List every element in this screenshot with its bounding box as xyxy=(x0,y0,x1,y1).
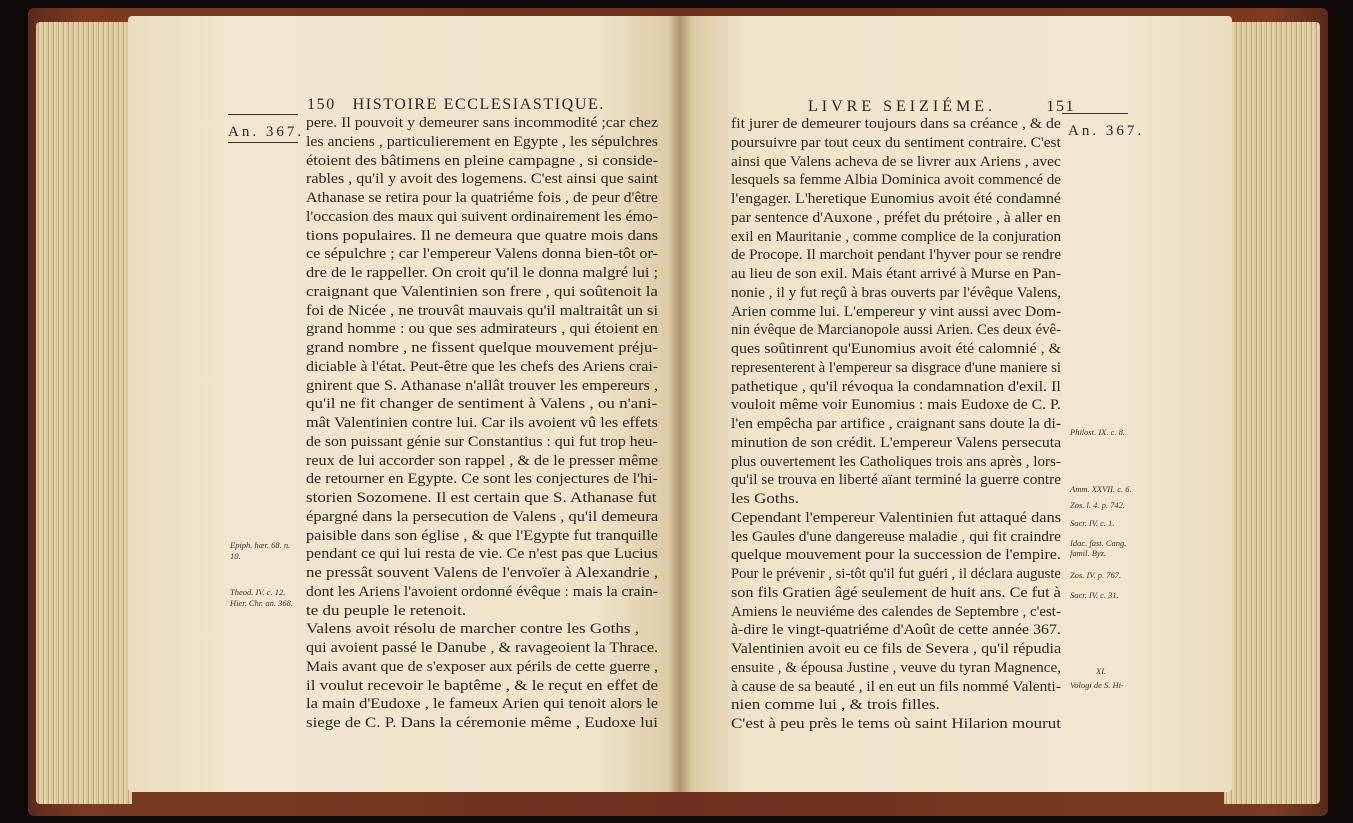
text-line: pathetique , qu'il révoqua la condamnation d'exil. Il xyxy=(731,377,1061,395)
text-line: dre de le rappeller. On croit qu'il le donna malgré lui ; xyxy=(306,264,659,281)
margin-note: Socr. IV. c. 1. xyxy=(1070,518,1115,528)
text-line: les Gaules d'une dangereuse maladie , qui fit craindre xyxy=(731,527,1062,545)
right-running-title: LIVRE SEIZIÉME. xyxy=(808,98,996,115)
text-line: te du peuple le retenoit. xyxy=(306,601,467,619)
text-line: les anciens , particulierement en Egypte , les sépulchres xyxy=(306,132,659,150)
left-year-rule xyxy=(228,114,298,115)
text-line: C'est à peu près le tems où saint Hilarion mourut xyxy=(731,715,1061,732)
left-year-note: An. 367. xyxy=(228,124,305,140)
text-line: à cause de sa beauté , il en eut un fils nommé Valenti- xyxy=(731,677,1061,695)
margin-note: Zos. l. 4. p. 742. xyxy=(1070,500,1126,510)
margin-note: Idac. fast. Cang. xyxy=(1070,538,1127,548)
margin-note: Amm. XXVII. c. 6. xyxy=(1070,484,1132,494)
text-line: vouloit même voir Eunomius : mais Eudoxe de C. P. xyxy=(731,396,1061,414)
margin-note: XI. xyxy=(1096,666,1107,676)
text-line: Pour le prévenir , si-tôt qu'il fut guéri , il déclara auguste xyxy=(731,565,1061,582)
text-line: ainsi que Valens acheva de se livrer aux Ariens , avec xyxy=(731,152,1061,170)
text-line: lesquels sa femme Albia Dominica avoit commencé de xyxy=(731,171,1061,189)
text-line: de Procope. Il marchoit pendant l'hyver pour se rendre xyxy=(731,246,1062,264)
text-line: dont les Ariens l'avoient ordonné évêque : mais la crain- xyxy=(306,582,658,600)
right-year-rule xyxy=(1062,113,1128,114)
text-line: siege de C. P. Dans la céremonie même , Eudoxe lui xyxy=(306,714,658,731)
text-line: craignant que Valentinien son frere , qui soûtenoit la xyxy=(306,282,658,300)
text-line: il voulut recevoir le baptême , & le reçut en effet de xyxy=(306,676,659,694)
text-line: ne pressât souvent Valens de l'envoïer à Alexandrie , xyxy=(306,564,659,581)
text-line: par sentence d'Auxone , préfet du prétoire , à aller en xyxy=(731,208,1061,226)
text-line: nin évêque de Marcianopole aussi Arien. Ces deux évê- xyxy=(731,321,1062,339)
text-line: au lieu de son exil. Mais étant arrivé à Murse en Pan- xyxy=(731,265,1062,282)
text-line: nonie , il y fut reçû à bras ouverts par l'évêque Valens, xyxy=(731,283,1062,301)
text-line: ce sépulchre ; car l'empereur Valens donna bien-tôt or- xyxy=(306,245,658,263)
text-line: Valentinien avoit eu ce fils de Severa , qu'il répudia xyxy=(731,640,1062,657)
text-line: à-dire le vingt-quatriéme d'Août de cette année 367. xyxy=(731,621,1061,639)
text-line: qui avoient passé le Danube , & ravageoient la Thrace. xyxy=(306,639,659,656)
text-line: de son puissant génie sur Constantius : qui fut trop heu- xyxy=(306,432,658,450)
text-line: son fils Gratien âgé seulement de huit ans. Ce fut à xyxy=(731,583,1061,601)
text-line: plus ouvertement les Catholiques trois ans après , lors- xyxy=(731,452,1061,470)
text-line: Mais avant que de s'exposer aux périls de cette guerre , xyxy=(306,657,659,675)
text-line: de retourner en Egypte. Ce sont les conjectures de l'hi- xyxy=(306,470,658,488)
left-running-head xyxy=(307,96,605,114)
margin-note: Epiph. hær. 68. n. xyxy=(230,540,291,550)
text-line: poursuivre par tout ceux du sentiment contraire. C'est xyxy=(731,133,1061,151)
text-line: épargné dans la persecution de Valens , qu'il demeura xyxy=(306,507,659,525)
text-line: fit jurer de demeurer toujours dans sa créance , & de xyxy=(731,115,1061,132)
text-line: pendant ce qui lui resta de vie. Ce n'est pas que Lucius xyxy=(306,545,658,563)
margin-note: Zos. IV. p. 767. xyxy=(1070,570,1122,580)
left-page-number: 150 xyxy=(307,96,336,113)
margin-note: Hier. Chr. an. 368. xyxy=(230,598,294,608)
text-line: pere. Il pouvoit y demeurer sans incommodité ;car chez xyxy=(306,114,658,131)
text-line: rables , qu'il y avoit des logemens. C'est ainsi que saint xyxy=(306,170,658,188)
text-line: nien comme lui , & trois filles. xyxy=(731,696,940,714)
text-line: grand nombre , ne fissent quelque mouvement préju- xyxy=(306,339,658,356)
text-line: ques soûtinrent qu'Eunomius avoit été calomnié , & xyxy=(731,340,1062,357)
text-line: exil en Mauritanie , comme complice de la conjuration xyxy=(731,227,1062,245)
margin-note: Philost. IX. c. 8. xyxy=(1070,427,1126,437)
text-line: qu'il se trouva en liberté aïant terminé la guerre contre xyxy=(731,471,1062,489)
right-page-number: 151 xyxy=(1046,98,1076,115)
left-year-rule-bottom xyxy=(228,142,298,143)
text-line: Arien comme lui. L'empereur y vint aussi avec Dom- xyxy=(731,302,1062,320)
right-running-head xyxy=(808,98,1075,116)
text-line: diciable à l'état. Peut-être que les chefs des Ariens crai- xyxy=(306,357,659,375)
margin-note: Socr. IV. c. 31. xyxy=(1070,590,1119,600)
text-line: foi de Nicée , ne trouvât mauvais qu'il maltraitât un si xyxy=(306,301,659,319)
text-line: ensuite , & épousa Justine , veuve du tyran Magnence, xyxy=(731,658,1062,676)
text-line: tions populaires. Il ne demeura que quatre mois dans xyxy=(306,226,659,244)
text-line: l'en empêcha par artifice , craignant sans doute la di- xyxy=(731,415,1062,432)
text-line: mât Valentinien contre lui. Car ils avoient vû les effets xyxy=(306,414,658,431)
text-line: storien Sozomene. Il est certain que S. Athanase fut xyxy=(306,489,657,506)
text-line: Athanase se retira pour la quatriéme fois , de peur d'être xyxy=(306,189,658,206)
text-line: étoient des bâtimens en pleine campagne , si conside- xyxy=(306,151,659,169)
margin-note: famil. Byz. xyxy=(1070,548,1107,558)
text-line: representerent à l'empereur sa disgrace d'une maniere si xyxy=(731,358,1062,376)
book-gutter xyxy=(668,16,692,792)
text-line: minution de son crédit. L'empereur Valens persecuta xyxy=(731,433,1062,451)
margin-note: Vologi de S. Hi- xyxy=(1070,680,1124,690)
margin-note: Theod. IV. c. 12. xyxy=(230,587,286,597)
text-line: Cependant l'empereur Valentinien fut attaqué dans xyxy=(731,508,1062,526)
margin-note: 10. xyxy=(230,551,241,561)
text-line: grand homme : ou que ses admirateurs , qui étoient en xyxy=(306,320,658,338)
text-line: l'engager. L'heretique Eunomius avoit été condamné xyxy=(731,190,1061,207)
text-line: la main d'Eudoxe , le fameux Arien qui tenoit alors le xyxy=(306,695,659,713)
text-line: gnirent que S. Athanase n'allât trouver les empereurs , xyxy=(306,376,659,394)
text-line: qu'il ne fit changer de sentiment à Valens , ou n'ani- xyxy=(306,395,658,413)
text-line: paisible dans son église , & que l'Egypte fut tranquille xyxy=(306,526,659,544)
left-page-edges xyxy=(36,22,132,804)
text-line: l'occasion des maux qui suivent ordinairement les émo- xyxy=(306,207,659,225)
text-line: Amiens le neuviéme des calendes de Septembre , c'est- xyxy=(731,602,1061,620)
right-year-note: An. 367. xyxy=(1068,123,1145,139)
text-line: Valens avoit résolu de marcher contre les Goths , xyxy=(306,620,640,638)
text-line: les Goths. xyxy=(731,490,800,507)
text-line: reux de lui accorder son rappel , & de le presser même xyxy=(306,451,659,469)
left-running-title: HISTOIRE ECCLESIASTIQUE. xyxy=(352,96,605,113)
right-page-edges xyxy=(1224,22,1320,804)
text-line: quelque mouvement pour la succession de l'empire. xyxy=(731,546,1061,564)
